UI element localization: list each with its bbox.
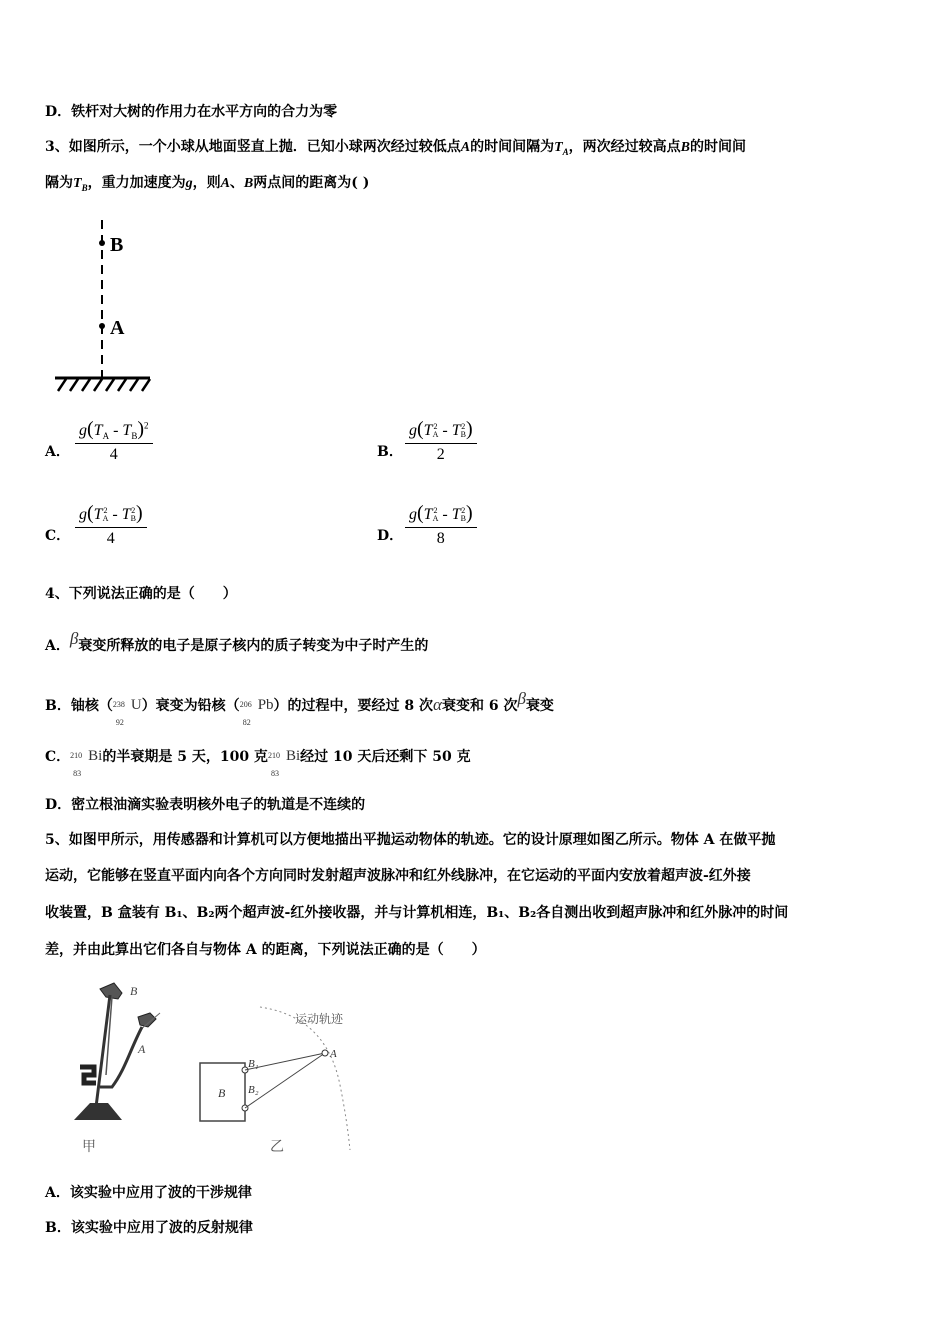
q3-option-d-fraction xyxy=(405,502,477,548)
q3-point-a: A xyxy=(460,140,471,155)
q3-tb xyxy=(73,176,88,191)
lead-nuclide xyxy=(239,694,274,727)
alpha-symbol: α xyxy=(433,695,442,714)
element-symbol: Pb xyxy=(257,697,274,713)
element-symbol: Bi xyxy=(285,748,301,764)
option-text: 的半衰期是 5 天，100 克 xyxy=(102,749,268,765)
fraction-numerator: g(T 2 A - T 2 B ) xyxy=(75,502,147,528)
q3-tb-subscript: B xyxy=(81,182,88,193)
q2-option-d: D．铁杆对大树的作用力在水平方向的合力为零 xyxy=(45,104,338,120)
q4-option-a[interactable] xyxy=(45,624,910,654)
q3-text: 两点间的距离为( ) xyxy=(253,175,370,191)
option-label: C． xyxy=(45,749,71,765)
q5-stem-line1: 5、如图甲所示，用传感器和计算机可以方便地描出平抛运动物体的轨迹。它的设计原理如图乙所示。物体 A 在做平抛 xyxy=(45,832,776,848)
q4-option-d[interactable]: D．密立根油滴实验表明核外电子的轨道是不连续的 xyxy=(45,797,366,813)
option-text: 衰变所释放的电子是原子核内的质子转变为中子时产生的 xyxy=(78,638,429,654)
label-b2: B₂ xyxy=(248,1084,259,1096)
fraction-denominator: 2 xyxy=(436,446,445,463)
q4-option-c[interactable] xyxy=(45,740,910,778)
option-label: A． xyxy=(45,638,70,654)
q3-text: 隔为 xyxy=(45,175,73,191)
option-text: 经过 10 天后还剩下 50 克 xyxy=(300,749,471,765)
beta-symbol: β xyxy=(69,629,79,648)
q3-option-d-label[interactable]: D． xyxy=(377,528,404,544)
fraction-numerator: $g(T_A - T_B)^2$ xyxy=(75,418,153,444)
q5-figure-yi xyxy=(190,1005,370,1155)
label-b: B xyxy=(110,234,124,256)
fraction-denominator: 8 xyxy=(436,530,445,547)
element-symbol: U xyxy=(130,697,142,713)
q3-text: ，则 xyxy=(192,175,221,191)
fraction-numerator: g(T 2 A - T 2 B ) xyxy=(405,502,477,528)
q5-option-b[interactable]: B．该实验中应用了波的反射规律 xyxy=(45,1220,253,1236)
q3-figure xyxy=(50,215,160,395)
option-text: B．铀核（ xyxy=(45,698,113,714)
trajectory-curve xyxy=(260,1007,350,1150)
clamp xyxy=(80,1067,96,1083)
ground-hatching xyxy=(58,379,150,391)
q3-text: 的时间间隔为 xyxy=(470,139,555,155)
atomic-number: 92 xyxy=(115,718,124,727)
q3-option-b-label[interactable]: B． xyxy=(377,444,403,460)
mass-number: 210 xyxy=(267,751,280,760)
caption-jia: 甲 xyxy=(82,1140,96,1155)
label-b: B xyxy=(218,1086,226,1100)
q4-option-b[interactable] xyxy=(45,682,910,727)
uranium-nuclide xyxy=(112,694,142,727)
bismuth-nuclide xyxy=(70,745,103,778)
q5-stem-line4: 差，并由此算出它们各自与物体 A 的距离，下列说法正确的是（ ） xyxy=(45,942,486,958)
q3-text: ，两次经过较高点 xyxy=(568,139,681,155)
option-text: ）的过程中，要经过 8 次 xyxy=(273,698,434,714)
q3-tb-symbol: T xyxy=(73,176,82,191)
q3-point-b: B xyxy=(680,140,691,155)
element-symbol: Bi xyxy=(88,748,103,764)
atomic-number: 82 xyxy=(242,718,251,727)
launcher-a xyxy=(138,1013,156,1027)
q3-text: 的时间间 xyxy=(690,139,747,155)
q3-point-a: A xyxy=(220,176,230,191)
label-a: A xyxy=(330,1048,337,1060)
q5-option-a[interactable]: A．该实验中应用了波的干涉规律 xyxy=(45,1185,252,1201)
fraction-numerator: g(T 2 A - T 2 B ) xyxy=(405,418,477,444)
option-text: ）衰变为铅核（ xyxy=(141,698,240,714)
label-b: B xyxy=(130,984,138,998)
caption-yi: 乙 xyxy=(270,1140,284,1155)
mass-number: 210 xyxy=(70,751,83,760)
fraction-denominator: 4 xyxy=(106,530,115,547)
q3-stem-line1 xyxy=(45,137,910,162)
q5-figure-jia xyxy=(60,975,180,1155)
q3-text: ，重力加速度为 xyxy=(87,175,186,191)
q3-option-a-label[interactable]: A． xyxy=(45,444,70,460)
point-a-dot xyxy=(99,323,105,329)
q3-ta xyxy=(554,140,569,155)
stand-base xyxy=(74,1103,122,1120)
q3-stem-line2 xyxy=(45,173,910,198)
fraction-denominator: 4 xyxy=(109,446,118,464)
q3-option-c-fraction xyxy=(75,502,147,548)
q3-ta-subscript: A xyxy=(562,146,569,157)
label-a: A xyxy=(138,1042,146,1056)
q3-text: 3、如图所示，一个小球从地面竖直上抛．已知小球两次经过较低点 xyxy=(45,139,461,155)
q3-point-b: B xyxy=(243,176,254,191)
point-b-dot xyxy=(99,240,105,246)
q5-stem-line2: 运动，它能够在竖直平面内向各个方向同时发射超声波脉冲和红外线脉冲，在它运动的平面内安放着超声波-红外接 xyxy=(45,868,751,884)
atomic-number: 83 xyxy=(270,769,279,778)
q3-g: g xyxy=(185,176,193,191)
q3-ta-symbol: T xyxy=(554,140,563,155)
q3-text: 、 xyxy=(229,175,244,191)
option-text: 衰变和 6 次 xyxy=(441,698,518,714)
q4-stem: 4、下列说法正确的是（ ） xyxy=(45,586,237,602)
mass-number: 238 xyxy=(112,700,125,709)
beta-symbol: β xyxy=(517,689,526,708)
label-a: A xyxy=(110,317,125,339)
option-text: 衰变 xyxy=(525,698,554,714)
object-a xyxy=(322,1050,328,1056)
atomic-number: 83 xyxy=(73,769,82,778)
trajectory-label: 运动轨迹 xyxy=(295,1012,344,1026)
q5-stem-line3: 收装置，B 盒装有 B₁、B₂两个超声波-红外接收器，并与计算机相连，B₁、B₂各自测出收到超声脉冲和红外脉冲的时间 xyxy=(45,905,789,921)
q3-option-a-fraction xyxy=(75,418,153,464)
bismuth-nuclide xyxy=(267,745,301,778)
label-b1: B₁ xyxy=(248,1058,259,1070)
q3-option-c-label[interactable]: C． xyxy=(45,528,71,544)
mass-number: 206 xyxy=(239,700,252,709)
q3-option-b-fraction xyxy=(405,418,477,464)
